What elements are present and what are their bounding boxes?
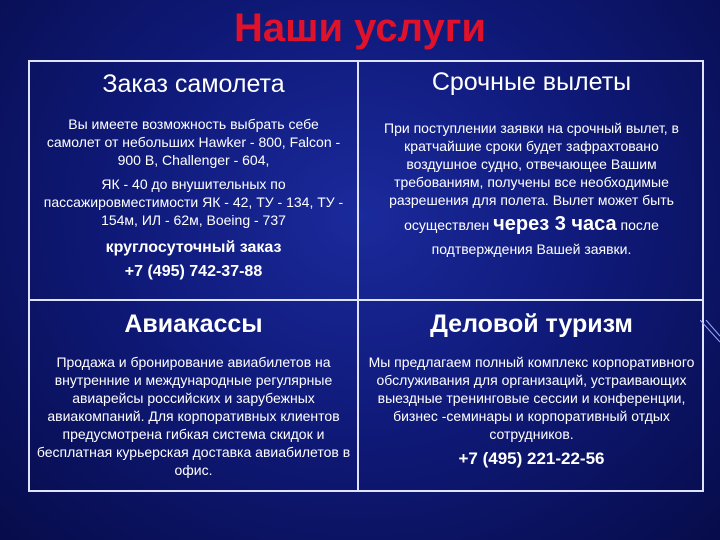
aircraft-order-text-2: ЯК - 40 до внушительных по пассажировместимости ЯК - 42, ТУ - 134, ТУ - 154м, ИЛ - 62м, Boeing - 737	[43, 176, 344, 228]
cell-ticket-offices	[30, 302, 357, 490]
business-tourism-heading: Деловой туризм	[430, 310, 633, 338]
urgent-flights-prefix: осуществлен	[404, 217, 490, 233]
cell-aircraft-order	[30, 66, 357, 298]
ticket-offices-heading: Авиакассы	[124, 310, 263, 338]
aircraft-order-text-1: Вы имеете возможность выбрать себе самолет от небольших Hawker - 800, Falcon - 900 B, Challenger - 604,	[46, 116, 341, 168]
urgent-flights-text-3: подтверждения Вашей заявки.	[431, 241, 632, 257]
aircraft-order-heading: Заказ самолета	[102, 70, 285, 98]
order-label: круглосуточный заказ	[105, 239, 282, 256]
urgent-flights-suffix: после	[620, 217, 659, 233]
cell-business-tourism	[359, 302, 704, 490]
table-horizontal-divider	[28, 299, 704, 301]
urgent-flights-time: через 3 часа	[493, 213, 617, 235]
business-tourism-phone[interactable]: +7 (495) 221-22-56	[458, 449, 605, 468]
urgent-flights-text-1: При поступлении заявки на срочный вылет, в кратчайшие сроки будет зафрахтовано воздушное судно, отвечающее Вашим требованиям, получены все необходимые разрешения для полета. Вылет может быть	[384, 120, 679, 208]
urgent-flights-text-2	[359, 215, 704, 234]
corner-decoration-lines	[700, 320, 720, 360]
cell-urgent-flights	[359, 66, 704, 298]
aircraft-order-phone[interactable]: +7 (495) 742-37-88	[124, 263, 263, 280]
urgent-flights-heading: Срочные вылеты	[431, 68, 632, 96]
ticket-offices-text: Продажа и бронирование авиабилетов на внутренние и международные регулярные авиарейсы российских и зарубежных авиакомпаний. Для корпоративных клиентов предусмотрена гибкая система скидок и бесплатная курьерская доставка авиабилетов в офис.	[36, 354, 351, 478]
page-title: Наши услуги	[233, 6, 487, 50]
business-tourism-text: Мы предлагаем полный комплекс корпоративного обслуживания для организаций, устраивающих выездные тренинговые сессии и конференции, бизнес -семинары и корпоративный отдых сотрудников.	[368, 354, 695, 442]
